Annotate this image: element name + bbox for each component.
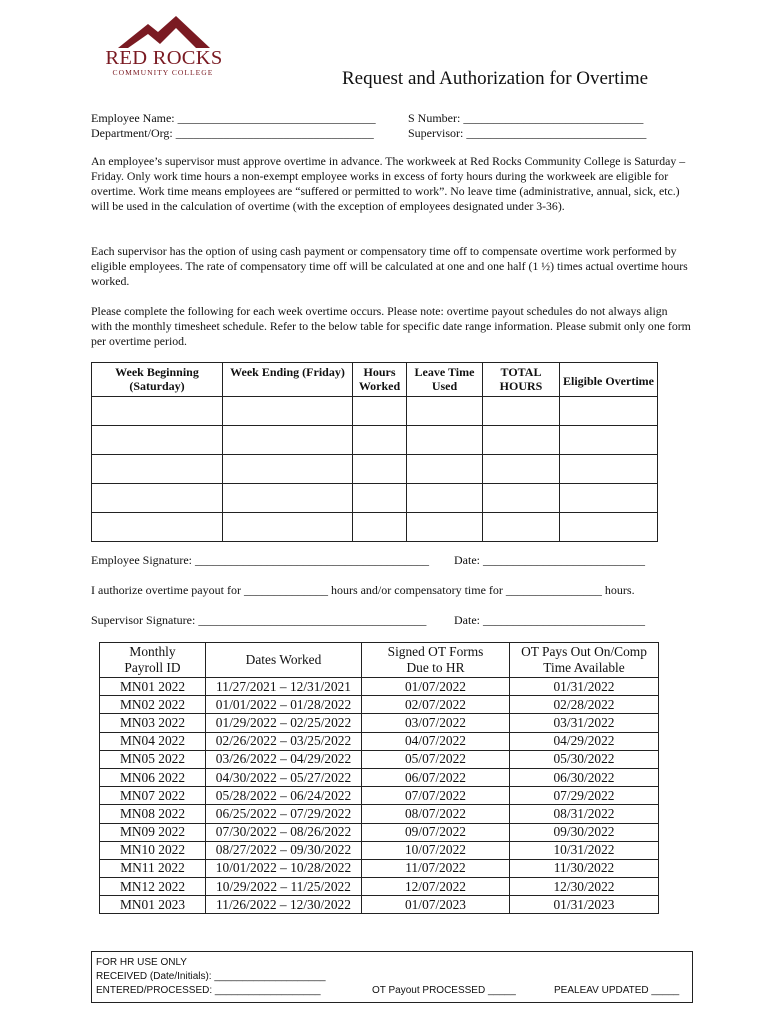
ot-payout-field[interactable]: OT Payout PROCESSED _____ [372,985,516,996]
dates-worked-cell: 02/26/2022 – 03/25/2022 [206,732,362,750]
table-header-row [92,363,658,397]
forms-due-cell: 09/07/2022 [362,823,510,841]
dates-worked-cell: 03/26/2022 – 04/29/2022 [206,750,362,768]
total-hours-cell[interactable] [483,397,560,426]
forms-due-cell: 07/07/2022 [362,787,510,805]
pays-out-cell: 03/31/2022 [510,714,659,732]
pays-out-cell: 01/31/2022 [510,678,659,696]
supervisor-date-field[interactable]: Date: ___________________________ [454,613,645,627]
entered-field[interactable]: ENTERED/PROCESSED: ___________________ [96,985,321,996]
week-ending-cell[interactable] [223,455,353,484]
dates-worked-cell: 10/01/2022 – 10/28/2022 [206,859,362,877]
employee-signature-field[interactable]: Employee Signature: _______________________________________ [91,553,429,567]
header-eligible-overtime: Eligible Overtime [560,363,658,397]
dates-worked-cell: 06/25/2022 – 07/29/2022 [206,805,362,823]
logo-name: RED ROCKS [105,47,223,69]
compensation-paragraph: Each supervisor has the option of using cash payment or compensatory time off to compensate overtime work performed by eligible employees. The rate of compensatory time off will be calculated at one and one half (1 ½) times actual overtime hours worked. [91,244,688,288]
total-hours-cell[interactable] [483,484,560,513]
payroll-id-cell: MN11 2022 [100,859,206,877]
hr-use-box [91,951,693,1003]
overtime-table [91,362,658,542]
supervisor-signature-field[interactable]: Supervisor Signature: ______________________________________ [91,613,427,627]
total-hours-cell[interactable] [483,513,560,542]
forms-due-cell: 01/07/2023 [362,896,510,914]
table-row [92,484,658,513]
header-payroll-id: Monthly Payroll ID [100,643,206,678]
hr-box-title: FOR HR USE ONLY [96,957,187,968]
schedule-row [100,678,659,696]
header-week-ending: Week Ending (Friday) [223,363,353,397]
leave-time-cell[interactable] [407,397,483,426]
header-week-beginning: Week Beginning (Saturday) [92,363,223,397]
dates-worked-cell: 10/29/2022 – 11/25/2022 [206,878,362,896]
payroll-id-cell: MN02 2022 [100,696,206,714]
s-number-field[interactable]: S Number: ______________________________ [408,111,644,125]
pays-out-cell: 06/30/2022 [510,768,659,786]
hours-worked-cell[interactable] [353,513,407,542]
schedule-row [100,696,659,714]
week-beginning-cell[interactable] [92,513,223,542]
pays-out-cell: 10/31/2022 [510,841,659,859]
forms-due-cell: 04/07/2022 [362,732,510,750]
dates-worked-cell: 05/28/2022 – 06/24/2022 [206,787,362,805]
mountain-icon [118,14,210,48]
leave-time-cell[interactable] [407,513,483,542]
dates-worked-cell: 08/27/2022 – 09/30/2022 [206,841,362,859]
week-ending-cell[interactable] [223,426,353,455]
header-forms-due: Signed OT Forms Due to HR [362,643,510,678]
eligible-overtime-cell[interactable] [560,397,658,426]
dates-worked-cell: 01/29/2022 – 02/25/2022 [206,714,362,732]
header-dates-worked: Dates Worked [206,643,362,678]
schedule-row [100,750,659,768]
forms-due-cell: 11/07/2022 [362,859,510,877]
college-logo [98,14,228,80]
week-ending-cell[interactable] [223,484,353,513]
schedule-row [100,768,659,786]
payroll-id-cell: MN08 2022 [100,805,206,823]
table-row [92,397,658,426]
payroll-schedule-table [99,642,659,914]
pays-out-cell: 11/30/2022 [510,859,659,877]
dates-worked-cell: 11/26/2022 – 12/30/2022 [206,896,362,914]
authorization-statement[interactable]: I authorize overtime payout for ______________ hours and/or compensatory time for ________________ hours. [91,583,635,597]
schedule-row [100,878,659,896]
total-hours-cell[interactable] [483,455,560,484]
pays-out-cell: 08/31/2022 [510,805,659,823]
dates-worked-cell: 07/30/2022 – 08/26/2022 [206,823,362,841]
week-beginning-cell[interactable] [92,426,223,455]
instructions-paragraph: Please complete the following for each week overtime occurs. Please note: overtime payout schedules do not always align with the monthly timesheet schedule. Refer to the below table for specific date range information. Please submit only one form per overtime period. [91,304,691,348]
hours-worked-cell[interactable] [353,484,407,513]
pays-out-cell: 05/30/2022 [510,750,659,768]
payroll-id-cell: MN05 2022 [100,750,206,768]
forms-due-cell: 10/07/2022 [362,841,510,859]
dates-worked-cell: 11/27/2021 – 12/31/2021 [206,678,362,696]
forms-due-cell: 12/07/2022 [362,878,510,896]
payroll-id-cell: MN01 2022 [100,678,206,696]
header-hours-worked: Hours Worked [353,363,407,397]
leave-time-cell[interactable] [407,426,483,455]
eligible-overtime-cell[interactable] [560,426,658,455]
payroll-id-cell: MN04 2022 [100,732,206,750]
table-row [92,455,658,484]
payroll-id-cell: MN10 2022 [100,841,206,859]
header-total-hours: TOTAL HOURS [483,363,560,397]
received-field[interactable]: RECEIVED (Date/Initials): ____________________ [96,971,326,982]
hours-worked-cell[interactable] [353,397,407,426]
pays-out-cell: 07/29/2022 [510,787,659,805]
payroll-id-cell: MN09 2022 [100,823,206,841]
week-beginning-cell[interactable] [92,455,223,484]
pays-out-cell: 09/30/2022 [510,823,659,841]
schedule-row [100,732,659,750]
forms-due-cell: 03/07/2022 [362,714,510,732]
hours-worked-cell[interactable] [353,455,407,484]
schedule-row [100,896,659,914]
leave-time-cell[interactable] [407,455,483,484]
week-beginning-cell[interactable] [92,484,223,513]
payroll-id-cell: MN03 2022 [100,714,206,732]
eligible-overtime-cell[interactable] [560,484,658,513]
payroll-id-cell: MN12 2022 [100,878,206,896]
pays-out-cell: 01/31/2023 [510,896,659,914]
logo-subtitle: COMMUNITY COLLEGE [112,68,214,77]
header-leave-time: Leave Time Used [407,363,483,397]
hours-worked-cell[interactable] [353,426,407,455]
employee-date-field[interactable]: Date: ___________________________ [454,553,645,567]
schedule-row [100,823,659,841]
schedule-row [100,787,659,805]
forms-due-cell: 02/07/2022 [362,696,510,714]
forms-due-cell: 05/07/2022 [362,750,510,768]
schedule-row [100,805,659,823]
header-pays-out: OT Pays Out On/Comp Time Available [510,643,659,678]
schedule-row [100,714,659,732]
table-row [92,513,658,542]
leave-time-cell[interactable] [407,484,483,513]
employee-name-field[interactable]: Employee Name: _________________________________ [91,111,376,125]
dates-worked-cell: 01/01/2022 – 01/28/2022 [206,696,362,714]
table-row [92,426,658,455]
schedule-header-row [100,643,659,678]
total-hours-cell[interactable] [483,426,560,455]
forms-due-cell: 01/07/2022 [362,678,510,696]
week-ending-cell[interactable] [223,513,353,542]
pays-out-cell: 12/30/2022 [510,878,659,896]
supervisor-field[interactable]: Supervisor: ______________________________ [408,126,647,140]
pays-out-cell: 04/29/2022 [510,732,659,750]
eligible-overtime-cell[interactable] [560,513,658,542]
forms-due-cell: 08/07/2022 [362,805,510,823]
forms-due-cell: 06/07/2022 [362,768,510,786]
week-beginning-cell[interactable] [92,397,223,426]
payroll-id-cell: MN01 2023 [100,896,206,914]
dates-worked-cell: 04/30/2022 – 05/27/2022 [206,768,362,786]
department-field[interactable]: Department/Org: _________________________________ [91,126,374,140]
payroll-id-cell: MN07 2022 [100,787,206,805]
schedule-row [100,841,659,859]
eligible-overtime-cell[interactable] [560,455,658,484]
schedule-row [100,859,659,877]
policy-paragraph: An employee’s supervisor must approve overtime in advance. The workweek at Red Rocks Community College is Saturday – Friday. Only work time hours a non-exempt employee works in excess of forty hours during the workweek are eligible for overtime. Work time means employees are “suffered or permitted to work”. No leave time (administrative, annual, sick, etc.) will be used in the calculation of overtime (with the exception of employees designated under 3-36). [91,154,686,213]
page-title: Request and Authorization for Overtime [342,68,649,89]
payroll-id-cell: MN06 2022 [100,768,206,786]
week-ending-cell[interactable] [223,397,353,426]
pealeav-field[interactable]: PEALEAV UPDATED _____ [554,985,680,996]
pays-out-cell: 02/28/2022 [510,696,659,714]
